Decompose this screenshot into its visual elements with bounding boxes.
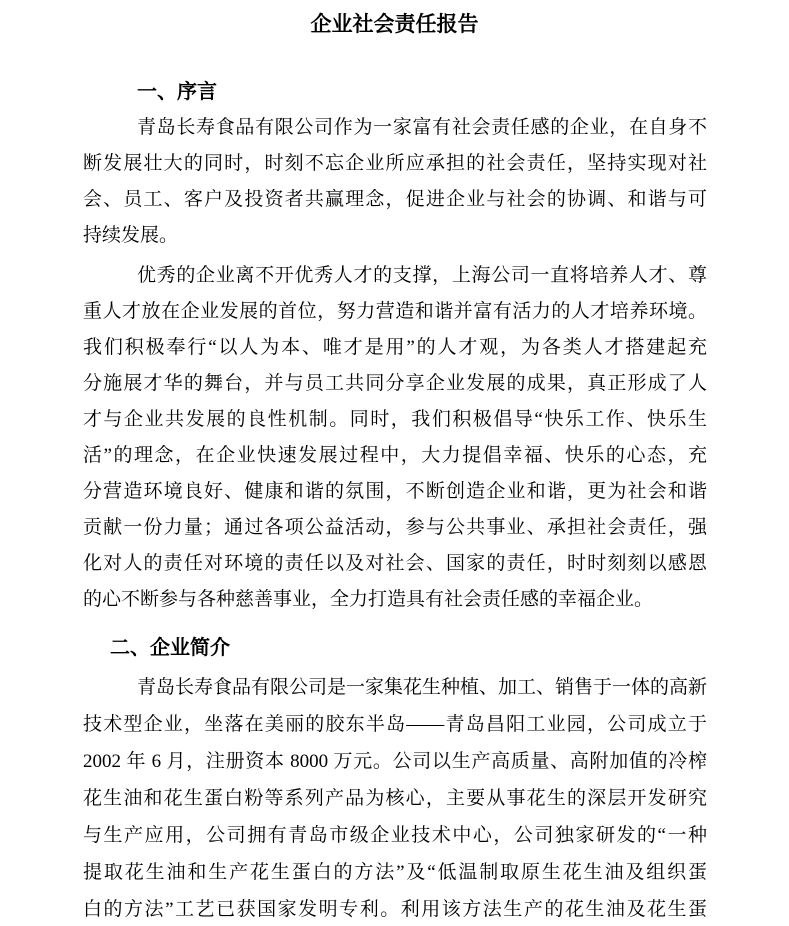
text-line: 白的方法”工艺已获国家发明专利。利用该方法生产的花生油及花生蛋 <box>83 899 707 920</box>
text-line: 与生产应用，公司拥有青岛市级企业技术中心，公司独家研发的“一种 <box>83 825 707 846</box>
text-line: 断发展壮大的同时，时刻不忘企业所应承担的社会责任，坚持实现对社 <box>83 153 707 174</box>
document-body <box>83 74 707 926</box>
section-heading-company-profile: 二、企业简介 <box>110 637 230 659</box>
text-line: 分营造环境良好、健康和谐的氛围，不断创造企业和谐，更为社会和谐 <box>83 481 707 502</box>
text-line: 活”的理念，在企业快速发展过程中，大力提倡幸福、快乐的心态，充 <box>83 445 707 466</box>
text-line: 优秀的企业离不开优秀人才的支撑，上海公司一直将培养人才、尊 <box>137 265 707 286</box>
text-line: 青岛长寿食品有限公司作为一家富有社会责任感的企业，在自身不 <box>137 117 707 138</box>
text-line: 提取花生油和生产花生蛋白的方法”及“低温制取原生花生油及组织蛋 <box>83 862 707 883</box>
paragraph <box>83 258 707 618</box>
paragraph <box>83 110 707 254</box>
text-line: 持续发展。 <box>83 225 179 246</box>
document-title: 企业社会责任报告 <box>310 12 479 36</box>
text-line: 青岛长寿食品有限公司是一家集花生种植、加工、销售于一体的高新 <box>137 677 708 698</box>
text-line: 我们积极奉行“以人为本、唯才是用”的人才观，为各类人才搭建起充 <box>83 337 707 358</box>
text-line: 化对人的责任对环境的责任以及对社会、国家的责任，时时刻刻以感恩 <box>83 553 707 574</box>
text-line: 分施展才华的舞台，并与员工共同分享企业发展的成果，真正形成了人 <box>83 373 707 394</box>
text-line: 技术型企业，坐落在美丽的胶东半岛——青岛昌阳工业园，公司成立于 <box>83 714 707 735</box>
text-line: 贡献一份力量；通过各项公益活动，参与公共事业、承担社会责任，强 <box>83 517 707 538</box>
text-line: 重人才放在企业发展的首位，努力营造和谐并富有活力的人才培养环境。 <box>83 301 707 322</box>
text-line: 2002 年 6 月，注册资本 8000 万元。公司以生产高质量、高附加值的冷榨 <box>83 751 707 772</box>
section-heading-preface: 一、序言 <box>137 81 217 103</box>
text-line: 会、员工、客户及投资者共赢理念，促进企业与社会的协调、和谐与可 <box>83 189 707 210</box>
text-line: 才与企业共发展的良性机制。同时，我们积极倡导“快乐工作、快乐生 <box>83 409 707 430</box>
paragraph <box>83 669 707 926</box>
text-line: 的心不断参与各种慈善事业，全力打造具有社会责任感的幸福企业。 <box>83 589 654 610</box>
text-line: 花生油和花生蛋白粉等系列产品为核心，主要从事花生的深层开发研究 <box>83 788 707 809</box>
